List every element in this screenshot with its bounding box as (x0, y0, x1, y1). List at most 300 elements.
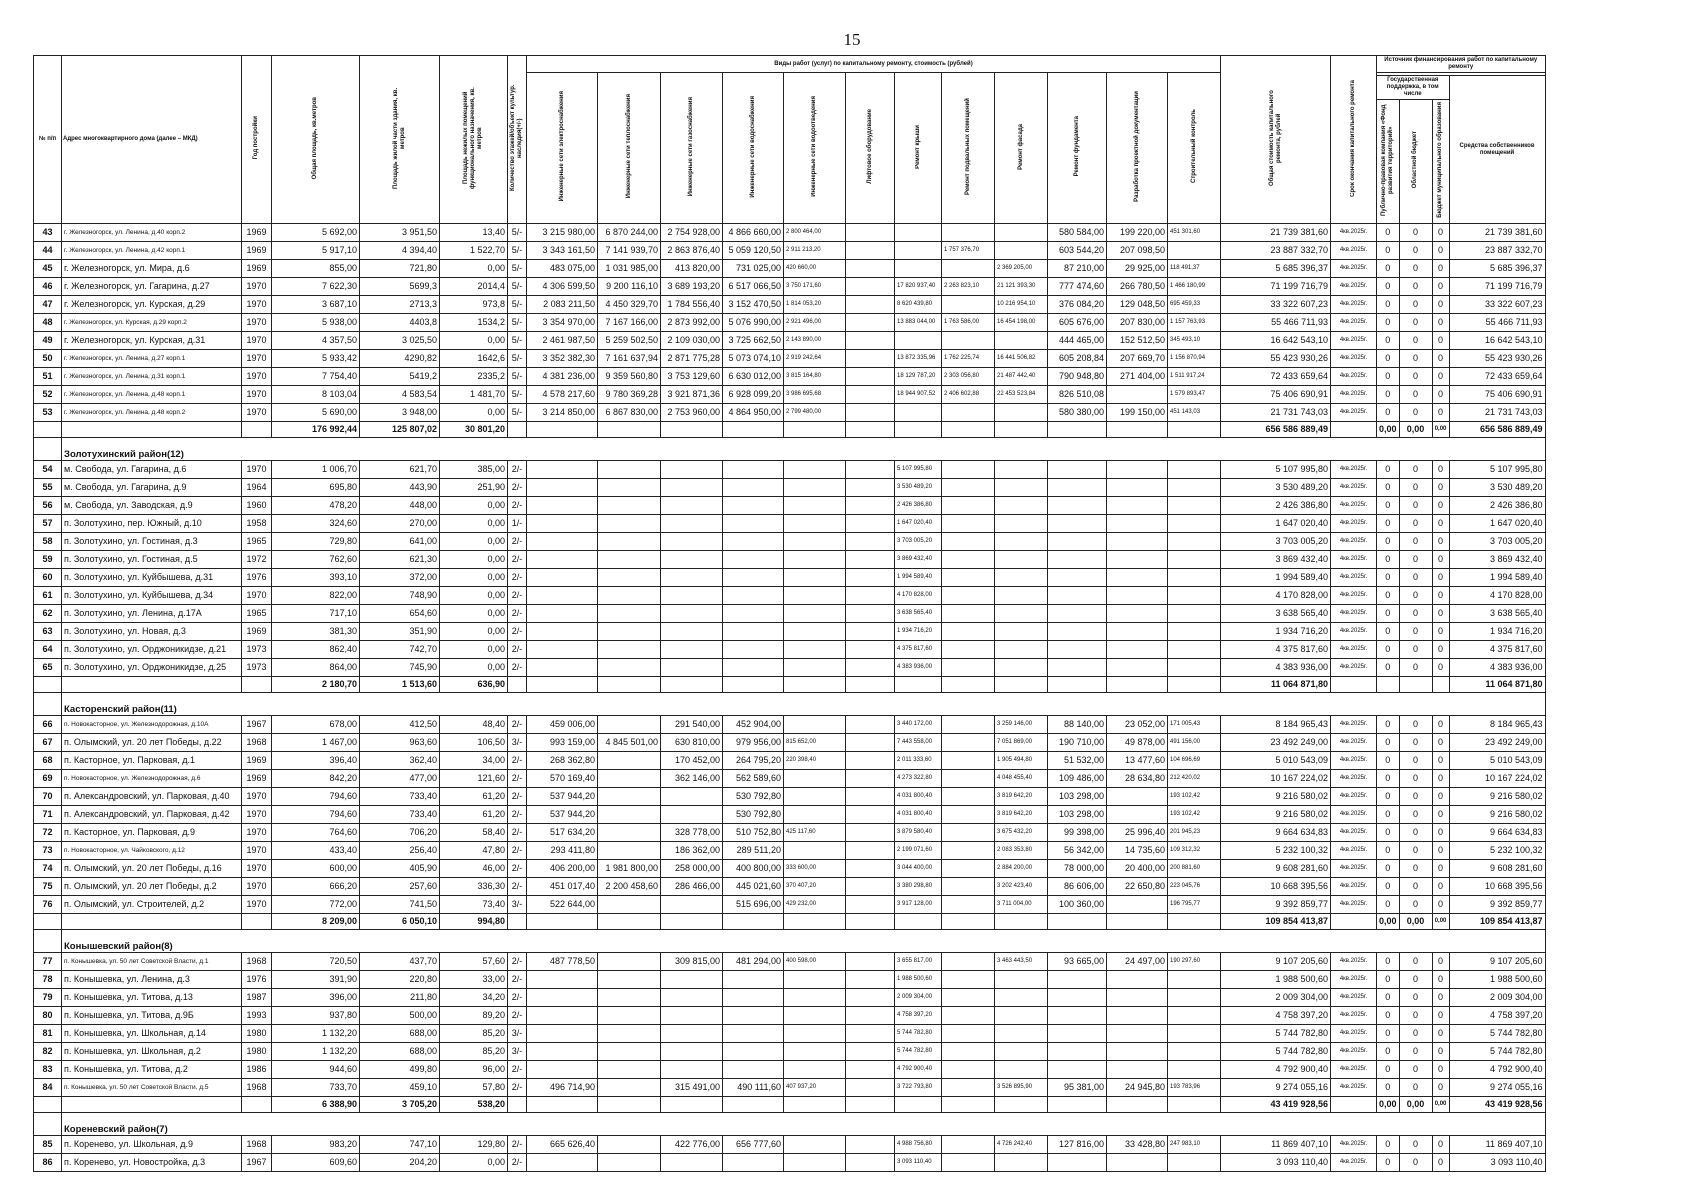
cell-ff: 0 (1377, 479, 1400, 497)
cell-heat: 9 359 560,80 (598, 368, 661, 386)
cell-sewer (784, 587, 846, 605)
cell-cost: 3 638 565,40 (1221, 605, 1331, 623)
cell-basement (942, 404, 995, 422)
cell-lift (846, 1136, 895, 1154)
cell-addr: п. Конышевка, ул. 50 лет Советской Власти, д.1 (62, 953, 242, 971)
cell-elec (527, 569, 598, 587)
cell-elec: 570 169,40 (527, 770, 598, 788)
cell-fm: 0 (1432, 623, 1449, 641)
cell-fm: 0 (1432, 497, 1449, 515)
cell-control: 193 783,96 (1168, 1079, 1221, 1097)
cell-nonres: 0,00 (440, 587, 508, 605)
cell-basement: 2 263 823,10 (942, 278, 995, 296)
cell-ff: 0 (1377, 971, 1400, 989)
cell-total: 8 103,04 (272, 386, 360, 404)
cell-total: 862,40 (272, 641, 360, 659)
cell-facade (995, 332, 1048, 350)
cell-facade (995, 587, 1048, 605)
cell-elec: 522 644,00 (527, 896, 598, 914)
cell-fo: 9 608 281,60 (1449, 860, 1545, 878)
cell-fo: 5 232 100,32 (1449, 842, 1545, 860)
cell-water (723, 551, 784, 569)
cell-total: 433,40 (272, 842, 360, 860)
cell-control (1168, 587, 1221, 605)
total-fm: 0,00 (1432, 914, 1449, 930)
col-total-area: Общая площадь, кв.метров (272, 56, 360, 224)
cell-fr: 0 (1399, 224, 1432, 242)
cell-floors: 2/- (508, 533, 527, 551)
cell-facade (995, 1043, 1048, 1061)
cell-living: 963,60 (360, 734, 440, 752)
cell-design (1107, 533, 1168, 551)
cell-total: 324,60 (272, 515, 360, 533)
cell-heat (598, 1154, 661, 1172)
cell-dl: 4кв.2025г. (1331, 533, 1377, 551)
cell-design (1107, 1154, 1168, 1172)
cell-lift (846, 752, 895, 770)
cell-water: 4 866 660,00 (723, 224, 784, 242)
cell-dl: 4кв.2025г. (1331, 1007, 1377, 1025)
cell-heat (598, 1043, 661, 1061)
cell-dl: 4кв.2025г. (1331, 1154, 1377, 1172)
cell-nonres: 385,00 (440, 461, 508, 479)
cell-control: 201 945,23 (1168, 824, 1221, 842)
cell-dl: 4кв.2025г. (1331, 989, 1377, 1007)
cell-fo: 16 642 543,10 (1449, 332, 1545, 350)
cell-basement (942, 806, 995, 824)
cell-dl: 4кв.2025г. (1331, 1025, 1377, 1043)
cell-ff: 0 (1377, 1007, 1400, 1025)
cell-year: 1970 (242, 824, 272, 842)
cell-fm: 0 (1432, 278, 1449, 296)
cell-water: 530 792,80 (723, 806, 784, 824)
cell-water: 289 511,20 (723, 842, 784, 860)
cell-dl: 4кв.2025г. (1331, 224, 1377, 242)
cell-design: 207 669,70 (1107, 350, 1168, 368)
cell-control (1168, 1061, 1221, 1079)
cell-fo: 1 934 716,20 (1449, 623, 1545, 641)
cell-living: 688,00 (360, 1025, 440, 1043)
cell-cost: 9 107 205,60 (1221, 953, 1331, 971)
cell-total: 937,80 (272, 1007, 360, 1025)
cell-water: 481 294,00 (723, 953, 784, 971)
cell-elec: 3 214 850,00 (527, 404, 598, 422)
cell-total: 5 917,10 (272, 242, 360, 260)
cell-found (1048, 1007, 1107, 1025)
cell-cost: 2 009 304,00 (1221, 989, 1331, 1007)
cell-dl: 4кв.2025г. (1331, 623, 1377, 641)
cell-water: 6 517 066,50 (723, 278, 784, 296)
cell-facade: 3 526 895,90 (995, 1079, 1048, 1097)
cell-year: 1968 (242, 953, 272, 971)
cell-year: 1993 (242, 1007, 272, 1025)
table-row (34, 953, 1546, 971)
cell-total: 396,00 (272, 989, 360, 1007)
cell-nonres: 0,00 (440, 404, 508, 422)
cell-lift (846, 296, 895, 314)
cell-floors: 5/- (508, 368, 527, 386)
cell-dl: 4кв.2025г. (1331, 806, 1377, 824)
cell-fm: 0 (1432, 734, 1449, 752)
cell-dl: 4кв.2025г. (1331, 752, 1377, 770)
cell-lift (846, 971, 895, 989)
cell-year: 1969 (242, 623, 272, 641)
cell-dl: 4кв.2025г. (1331, 1079, 1377, 1097)
district-header-row (34, 438, 1546, 461)
cell-elec: 537 944,20 (527, 788, 598, 806)
cell-nonres: 0,00 (440, 569, 508, 587)
cell-facade (995, 461, 1048, 479)
cell-gas (661, 641, 723, 659)
cell-fo: 9 216 580,02 (1449, 788, 1545, 806)
cell-cost: 10 167 224,02 (1221, 770, 1331, 788)
total-total: 6 388,90 (272, 1097, 360, 1113)
cell-sewer (784, 989, 846, 1007)
cell-fr: 0 (1399, 368, 1432, 386)
cell-fm: 0 (1432, 332, 1449, 350)
cell-roof: 4 988 756,80 (895, 1136, 942, 1154)
cell-gas: 258 000,00 (661, 860, 723, 878)
cell-total: 794,60 (272, 788, 360, 806)
cell-living: 654,60 (360, 605, 440, 623)
cell-design (1107, 461, 1168, 479)
cell-cost: 1 994 589,40 (1221, 569, 1331, 587)
total-fr (1399, 677, 1432, 693)
cell-year: 1986 (242, 1061, 272, 1079)
cell-ff: 0 (1377, 260, 1400, 278)
cell-design: 24 945,80 (1107, 1079, 1168, 1097)
cell-n: 55 (34, 479, 62, 497)
cell-fm: 0 (1432, 1043, 1449, 1061)
cell-found: 99 398,00 (1048, 824, 1107, 842)
cell-water (723, 641, 784, 659)
cell-gas: 2 863 876,40 (661, 242, 723, 260)
cell-addr: п. Касторное, ул. Парковая, д.9 (62, 824, 242, 842)
district-title: Золотухинский район(12) (62, 438, 1546, 461)
cell-roof: 3 530 489,20 (895, 479, 942, 497)
cell-lift (846, 860, 895, 878)
cell-gas (661, 1007, 723, 1025)
cell-addr: г. Железногорск, ул. Курская, д.29 (62, 296, 242, 314)
cell-cost: 3 530 489,20 (1221, 479, 1331, 497)
cell-roof: 18 944 907,52 (895, 386, 942, 404)
cell-n: 43 (34, 224, 62, 242)
cell-ff: 0 (1377, 368, 1400, 386)
cell-fm: 0 (1432, 605, 1449, 623)
cell-year: 1970 (242, 788, 272, 806)
cell-gas (661, 551, 723, 569)
cell-cost: 5 685 396,37 (1221, 260, 1331, 278)
cell-ff: 0 (1377, 551, 1400, 569)
cell-ff: 0 (1377, 878, 1400, 896)
cell-gas: 422 776,00 (661, 1136, 723, 1154)
cell-basement (942, 1007, 995, 1025)
cell-fo: 9 107 205,60 (1449, 953, 1545, 971)
cell-cost: 11 869 407,10 (1221, 1136, 1331, 1154)
cell-roof: 4 273 322,80 (895, 770, 942, 788)
cell-control: 223 045,76 (1168, 878, 1221, 896)
cell-floors: 5/- (508, 350, 527, 368)
cell-addr: г. Железногорск, ул. Ленина, д.48 корп.2 (62, 404, 242, 422)
col-year: Год постройки (242, 56, 272, 224)
cell-lift (846, 1154, 895, 1172)
cell-water: 4 864 950,00 (723, 404, 784, 422)
cell-fo: 5 744 782,80 (1449, 1043, 1545, 1061)
cell-cost: 5 107 995,80 (1221, 461, 1331, 479)
cell-floors: 2/- (508, 587, 527, 605)
cell-nonres: 85,20 (440, 1025, 508, 1043)
cell-year: 1972 (242, 551, 272, 569)
cell-design: 22 650,80 (1107, 878, 1168, 896)
cell-cost: 21 739 381,60 (1221, 224, 1331, 242)
cell-design: 207 098,50 (1107, 242, 1168, 260)
cell-roof: 18 129 787,20 (895, 368, 942, 386)
col-heat: Инженерные сети теплоснабжения (598, 73, 661, 224)
cell-sewer (784, 842, 846, 860)
cell-found: 78 000,00 (1048, 860, 1107, 878)
cell-year: 1980 (242, 1025, 272, 1043)
cell-heat: 9 200 116,10 (598, 278, 661, 296)
cell-year: 1969 (242, 752, 272, 770)
cell-heat: 7 161 637,94 (598, 350, 661, 368)
total-fr: 0,00 (1399, 914, 1432, 930)
cell-sewer: 429 232,00 (784, 896, 846, 914)
col-elec: Инженерные сети электроснабжения (527, 73, 598, 224)
cell-total: 7 754,40 (272, 368, 360, 386)
cell-control (1168, 1154, 1221, 1172)
cell-addr: п. Александровский, ул. Парковая, д.40 (62, 788, 242, 806)
table-row (34, 752, 1546, 770)
cell-lift (846, 260, 895, 278)
cell-sewer: 2 799 480,00 (784, 404, 846, 422)
cell-water (723, 497, 784, 515)
cell-facade (995, 1007, 1048, 1025)
cell-n: 59 (34, 551, 62, 569)
cell-floors: 2/- (508, 569, 527, 587)
cell-lift (846, 533, 895, 551)
cell-fo: 11 869 407,10 (1449, 1136, 1545, 1154)
cell-design (1107, 806, 1168, 824)
cell-addr: п. Конышевка, ул. Титова, д.13 (62, 989, 242, 1007)
cell-control (1168, 1043, 1221, 1061)
cell-nonres: 0,00 (440, 551, 508, 569)
cell-basement (942, 788, 995, 806)
cell-nonres: 61,20 (440, 806, 508, 824)
cell-gas (661, 587, 723, 605)
cell-basement (942, 332, 995, 350)
table-row (34, 224, 1546, 242)
cell-control (1168, 569, 1221, 587)
cell-roof: 4 031 800,40 (895, 806, 942, 824)
cell-roof: 4 758 397,20 (895, 1007, 942, 1025)
cell-floors: 2/- (508, 770, 527, 788)
cell-cost: 5 744 782,80 (1221, 1043, 1331, 1061)
cell-facade: 2 083 353,80 (995, 842, 1048, 860)
cell-basement (942, 1079, 995, 1097)
cell-cost: 5 010 543,09 (1221, 752, 1331, 770)
cell-living: 721,80 (360, 260, 440, 278)
cell-control (1168, 659, 1221, 677)
cell-nonres: 96,00 (440, 1061, 508, 1079)
cell-gas: 413 820,00 (661, 260, 723, 278)
cell-floors: 2/- (508, 806, 527, 824)
cell-found (1048, 1154, 1107, 1172)
cell-floors: 5/- (508, 332, 527, 350)
cell-fr: 0 (1399, 1079, 1432, 1097)
cell-gas (661, 971, 723, 989)
cell-total: 944,60 (272, 1061, 360, 1079)
cell-total: 393,10 (272, 569, 360, 587)
repair-table (33, 55, 1546, 1172)
cell-basement (942, 587, 995, 605)
cell-sewer (784, 716, 846, 734)
cell-year: 1969 (242, 770, 272, 788)
cell-floors: 1/- (508, 515, 527, 533)
cell-elec (527, 1007, 598, 1025)
cell-ff: 0 (1377, 1061, 1400, 1079)
table-row (34, 623, 1546, 641)
cell-control (1168, 479, 1221, 497)
cell-addr: п. Конышевка, ул. Школьная, д.14 (62, 1025, 242, 1043)
cell-found: 93 665,00 (1048, 953, 1107, 971)
cell-fm: 0 (1432, 896, 1449, 914)
cell-gas (661, 989, 723, 1007)
table-body (34, 224, 1546, 1172)
cell-lift (846, 734, 895, 752)
cell-fr: 0 (1399, 587, 1432, 605)
cell-lift (846, 1043, 895, 1061)
total-fo: 43 419 928,56 (1449, 1097, 1545, 1113)
cell-water: 400 800,00 (723, 860, 784, 878)
cell-dl: 4кв.2025г. (1331, 842, 1377, 860)
cell-living: 733,40 (360, 806, 440, 824)
cell-fr: 0 (1399, 1025, 1432, 1043)
cell-water (723, 587, 784, 605)
cell-floors: 5/- (508, 314, 527, 332)
cell-living: 706,20 (360, 824, 440, 842)
table-row (34, 842, 1546, 860)
cell-floors: 2/- (508, 641, 527, 659)
cell-ff: 0 (1377, 770, 1400, 788)
cell-ff: 0 (1377, 497, 1400, 515)
cell-fr: 0 (1399, 734, 1432, 752)
cell-nonres: 47,80 (440, 842, 508, 860)
cell-elec (527, 659, 598, 677)
cell-fo: 9 392 859,77 (1449, 896, 1545, 914)
cell-design: 20 400,00 (1107, 860, 1168, 878)
cell-n: 52 (34, 386, 62, 404)
cell-cost: 9 664 634,83 (1221, 824, 1331, 842)
cell-design (1107, 497, 1168, 515)
cell-sewer (784, 461, 846, 479)
cell-control: 345 493,10 (1168, 332, 1221, 350)
cell-lift (846, 461, 895, 479)
cell-fo: 2 009 304,00 (1449, 989, 1545, 1007)
cell-water: 656 777,60 (723, 1136, 784, 1154)
cell-found: 777 474,60 (1048, 278, 1107, 296)
cell-sewer (784, 641, 846, 659)
cell-nonres: 46,00 (440, 860, 508, 878)
cell-heat (598, 806, 661, 824)
cell-facade: 2 884 200,00 (995, 860, 1048, 878)
cell-fm: 0 (1432, 1061, 1449, 1079)
cell-gas: 2 873 992,00 (661, 314, 723, 332)
cell-facade: 7 051 869,00 (995, 734, 1048, 752)
cell-facade (995, 404, 1048, 422)
cell-gas (661, 479, 723, 497)
cell-n: 60 (34, 569, 62, 587)
cell-fr: 0 (1399, 1136, 1432, 1154)
cell-dl: 4кв.2025г. (1331, 641, 1377, 659)
total-nonres: 636,90 (440, 677, 508, 693)
cell-gas: 1 784 556,40 (661, 296, 723, 314)
cell-n: 78 (34, 971, 62, 989)
col-gas: Инженерные сети газоснабжения (661, 73, 723, 224)
cell-n: 58 (34, 533, 62, 551)
total-cost: 43 419 928,56 (1221, 1097, 1331, 1113)
cell-fm: 0 (1432, 989, 1449, 1007)
table-row (34, 515, 1546, 533)
cell-fr: 0 (1399, 497, 1432, 515)
cell-sewer: 370 407,20 (784, 878, 846, 896)
table-row (34, 587, 1546, 605)
cell-nonres: 0,00 (440, 515, 508, 533)
cell-heat: 7 141 939,70 (598, 242, 661, 260)
cell-floors: 2/- (508, 989, 527, 1007)
cell-dl: 4кв.2025г. (1331, 878, 1377, 896)
cell-cost: 23 492 249,00 (1221, 734, 1331, 752)
cell-fr: 0 (1399, 350, 1432, 368)
cell-dl: 4кв.2025г. (1331, 368, 1377, 386)
cell-gas (661, 1061, 723, 1079)
cell-floors: 5/- (508, 224, 527, 242)
total-cost: 11 064 871,80 (1221, 677, 1331, 693)
cell-ff: 0 (1377, 533, 1400, 551)
cell-fr: 0 (1399, 515, 1432, 533)
cell-total: 666,20 (272, 878, 360, 896)
cell-fr: 0 (1399, 479, 1432, 497)
cell-cost: 10 668 395,56 (1221, 878, 1331, 896)
cell-year: 1970 (242, 332, 272, 350)
cell-gas: 3 753 129,60 (661, 368, 723, 386)
cell-roof: 1 994 589,40 (895, 569, 942, 587)
cell-year: 1970 (242, 896, 272, 914)
cell-n: 71 (34, 806, 62, 824)
cell-living: 5699,3 (360, 278, 440, 296)
cell-water: 6 630 012,00 (723, 368, 784, 386)
cell-elec: 3 352 382,30 (527, 350, 598, 368)
cell-gas: 291 540,00 (661, 716, 723, 734)
cell-water (723, 1061, 784, 1079)
cell-control (1168, 242, 1221, 260)
cell-cost: 4 170 828,00 (1221, 587, 1331, 605)
cell-sewer: 815 652,00 (784, 734, 846, 752)
cell-n: 75 (34, 878, 62, 896)
cell-roof: 2 011 333,60 (895, 752, 942, 770)
cell-ff: 0 (1377, 716, 1400, 734)
cell-heat (598, 752, 661, 770)
cell-nonres: 89,20 (440, 1007, 508, 1025)
cell-basement (942, 1043, 995, 1061)
cell-n: 61 (34, 587, 62, 605)
cell-floors: 2/- (508, 1061, 527, 1079)
cell-sewer (784, 479, 846, 497)
cell-lift (846, 623, 895, 641)
cell-floors: 5/- (508, 260, 527, 278)
cell-gas (661, 533, 723, 551)
cell-sewer (784, 623, 846, 641)
cell-heat (598, 533, 661, 551)
